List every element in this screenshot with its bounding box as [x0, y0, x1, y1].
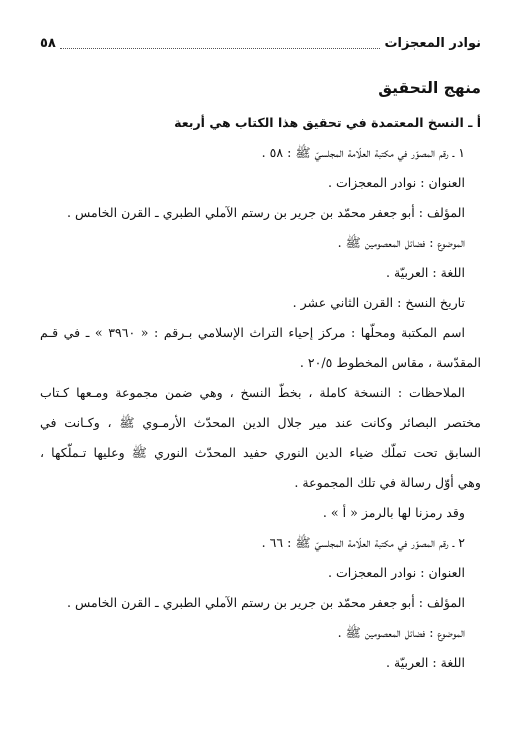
running-header: [40, 32, 481, 54]
text-line-1: ١ ـ رقم المصوّر في مكتبة العلّامة المجلسيّ ﷺ : ٥٨ .: [261, 145, 465, 160]
section-title: منهج التحقيق: [378, 79, 481, 97]
header-dotted-leader: [60, 38, 381, 49]
text-line-2: العنوان : نوادر المعجزات .: [327, 175, 465, 190]
text-line-13: وقد رمزنا لها بالرمز « أ » .: [322, 505, 465, 520]
text-line-12: وهي أوّل رسالة في تلك المجموعة .: [294, 475, 481, 490]
text-line-17: الموضوع : فضائل المعصومين ﷺ .: [337, 625, 465, 640]
page-number: ٥٨: [40, 35, 56, 51]
text-line-15: العنوان : نوادر المعجزات .: [327, 565, 465, 580]
page-body: [40, 68, 481, 678]
text-line-11: السابق تحت تملّك ضياء الدين النوري حفيد المحدّث النوري ﷺ وعليها تـملّكها ،: [40, 445, 481, 460]
text-line-8: المقدّسة ، مقاس المخطوط ٢٠/٥ .: [299, 355, 481, 370]
text-line-9: الملاحظات : النسخة كاملة ، بخطّ النسخ ، وهي ضمن مجموعة ومـعها كـتاب: [40, 385, 465, 400]
text-line-4: الموضوع : فضائل المعصومين ﷺ .: [337, 235, 465, 250]
text-line-16: المؤلف : أبو جعفر محمّد بن جرير بن رستم الآملي الطبري ـ القرن الخامس .: [67, 595, 465, 610]
text-line-3: المؤلف : أبو جعفر محمّد بن جرير بن رستم الآملي الطبري ـ القرن الخامس .: [67, 205, 465, 220]
text-line-14: ٢ ـ رقم المصوّر في مكتبة العلّامة المجلسيّ ﷺ : ٦٦ .: [261, 535, 465, 550]
subsection-title: أ ـ النسخ المعتمدة في تحقيق هذا الكتاب هي أربعة: [174, 115, 481, 130]
text-line-10: مختصر البصائر وكانت عند مير جلال الدين المحدّث الأرمـوي ﷺ ، وكـانت في: [40, 415, 481, 430]
text-line-7: اسم المكتبة ومحلّها : مركز إحياء التراث الإسلامي بـرقم : « ٣٩٦٠ » ـ في قـم: [40, 325, 466, 340]
text-line-6: تاريخ النسخ : القرن الثاني عشر .: [292, 295, 465, 310]
text-line-5: اللغة : العربيّة .: [385, 265, 465, 280]
running-title: نوادر المعجزات: [384, 35, 481, 51]
text-line-18: اللغة : العربيّة .: [385, 655, 465, 670]
